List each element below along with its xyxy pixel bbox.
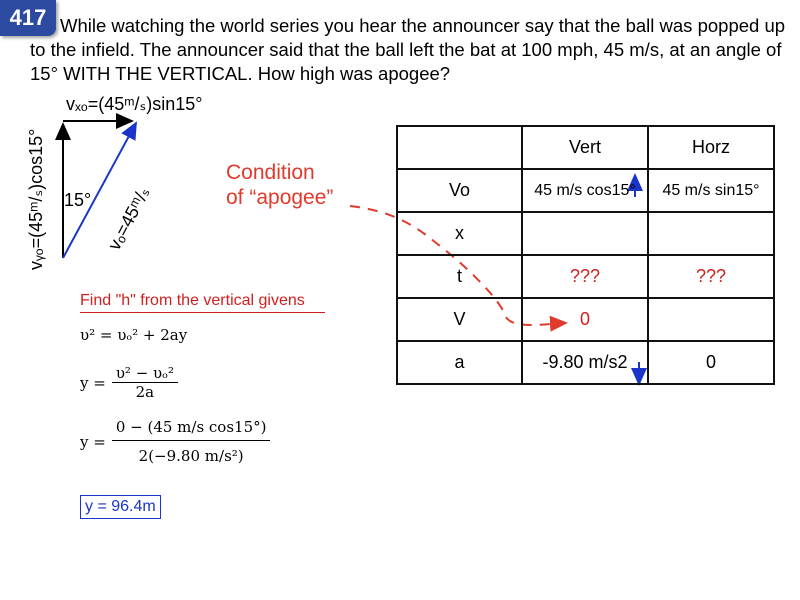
answer-box: y = 96.4m (80, 495, 161, 519)
a-vert-cell: -9.80 m/s2 (522, 341, 648, 384)
equation-2-fraction (112, 364, 178, 401)
table-header-row (397, 126, 774, 169)
equation-2-lhs: y = (80, 373, 106, 392)
header-cell-empty (397, 126, 522, 169)
apogee-condition-note (226, 160, 333, 210)
equation-3 (80, 418, 270, 465)
equation-3-fraction (112, 418, 271, 465)
x-vert-cell (522, 212, 648, 255)
row-label: t (397, 255, 522, 298)
equation-1: υ² = υₒ² + 2ay (80, 326, 188, 344)
angle-label: 15° (64, 190, 92, 210)
equation-3-denominator: 2(−9.80 m/s²) (138, 447, 244, 465)
solution-heading: Find "h" from the vertical givens (80, 292, 325, 313)
row-label: V (397, 298, 522, 341)
condition-line-1: Condition (226, 161, 315, 184)
vo-label: vₒ=45ᵐ/ₛ (104, 183, 154, 254)
vx-label: vₓₒ=(45ᵐ/ₛ)sin15° (66, 94, 203, 114)
row-label: Vo (397, 169, 522, 212)
equation-3-numerator: 0 − (45 m/s cos15°) (112, 418, 271, 441)
vo-horz-cell: 45 m/s sin15° (648, 169, 774, 212)
header-cell-vert: Vert (522, 126, 648, 169)
table-row (397, 212, 774, 255)
kinematics-table (396, 125, 775, 385)
row-label: x (397, 212, 522, 255)
condition-line-2: of “apogee” (226, 186, 334, 209)
problem-statement: While watching the world series you hear the announcer say that the ball was popped up to the infield. The announcer said that the ball left the bat at 100 mph, 45 m/s, at an angle of 15° WITH THE VERTICAL. How high was apogee? (30, 15, 786, 84)
a-horz-cell: 0 (648, 341, 774, 384)
table-row (397, 255, 774, 298)
v-vert-cell: 0 (522, 298, 648, 341)
t-vert-cell: ??? (522, 255, 648, 298)
row-label: a (397, 341, 522, 384)
equation-2-numerator: υ² − υₒ² (112, 364, 178, 383)
x-horz-cell (648, 212, 774, 255)
equation-2-denominator: 2a (135, 383, 155, 401)
table-row (397, 341, 774, 384)
vo-vert-cell: 45 m/s cos15° (522, 169, 648, 212)
table-row (397, 169, 774, 212)
t-horz-cell: ??? (648, 255, 774, 298)
header-cell-horz: Horz (648, 126, 774, 169)
v-horz-cell (648, 298, 774, 341)
equation-2 (80, 364, 178, 401)
vy-label: vᵧₒ=(45ᵐ/ₛ)cos15° (26, 128, 46, 270)
table-row (397, 298, 774, 341)
equation-3-lhs: y = (80, 432, 106, 451)
slide-number-badge: 417 (0, 0, 56, 36)
